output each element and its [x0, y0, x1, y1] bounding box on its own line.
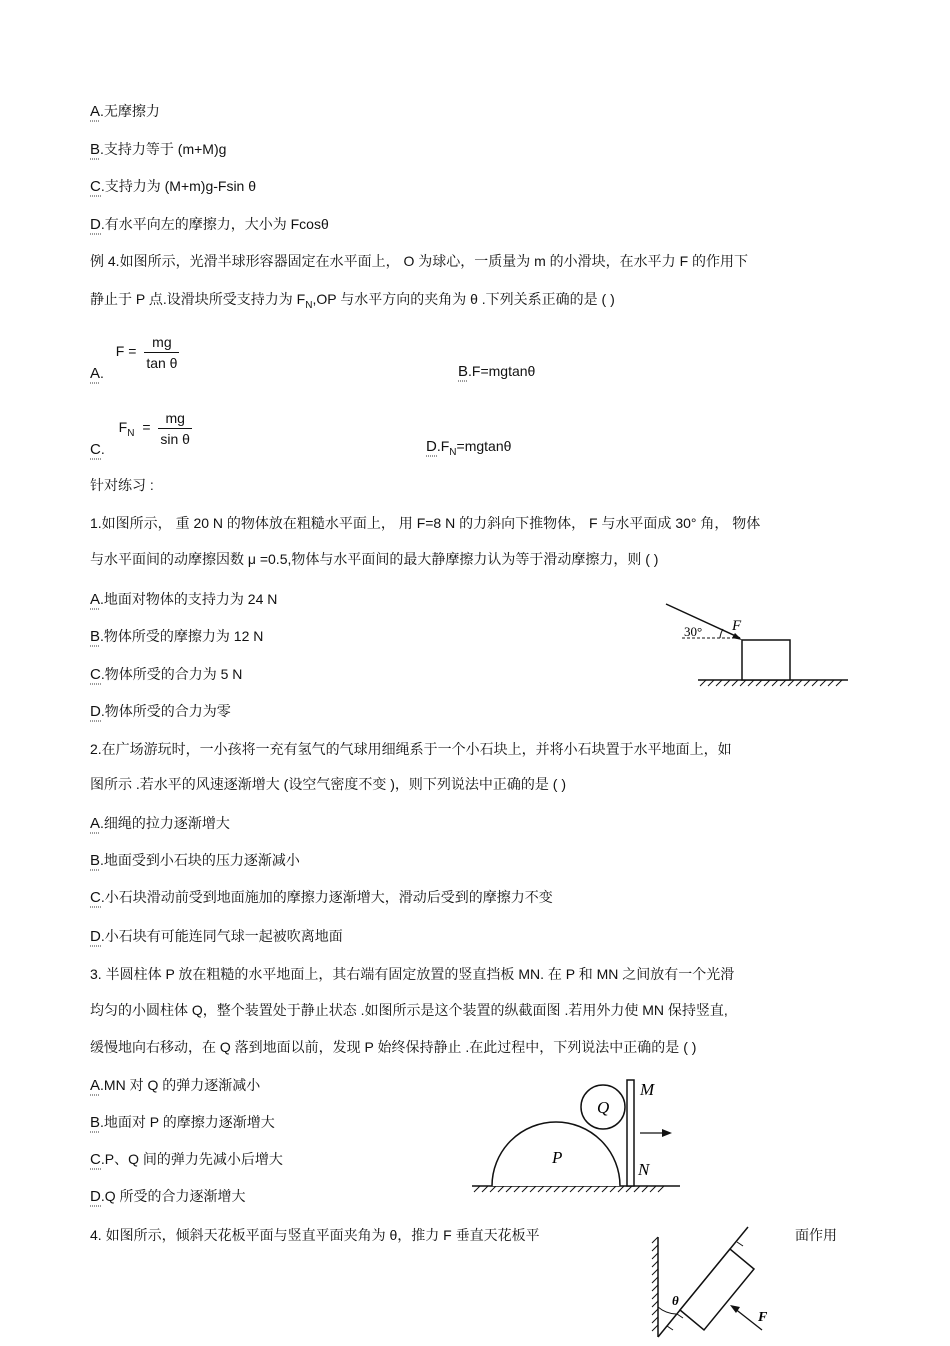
practice-heading: 针对练习 :	[90, 477, 154, 493]
q4-line1: 4. 如图所示，倾斜天花板平面与竖直平面夹角为 θ，推力 F 垂直天花板平	[90, 1227, 540, 1243]
q1-angle-label: 30°	[684, 624, 703, 639]
q3-line3: 缓慢地向右移动，在 Q 落到地面以前，发现 P 始终保持静止 .在此过程中，下列说法中正确的是 ( )	[90, 1039, 697, 1055]
q2-option-b: B.地面受到小石块的压力逐渐减小	[90, 852, 300, 869]
q4-theta-label: θ	[672, 1293, 679, 1308]
q3-option-b: B.地面对 P 的摩擦力逐渐增大	[90, 1114, 275, 1131]
q4-force-label: F	[758, 1310, 768, 1325]
example4-line1: 例 4.如图所示，光滑半球形容器固定在水平面上， O 为球心，一质量为 m 的小滑块，在水平力 F 的作用下	[90, 253, 749, 269]
q2-option-d: D.小石块有可能连同气球一起被吹离地面	[90, 928, 343, 945]
q1-line1: 1.如图所示， 重 20 N 的物体放在粗糙水平面上， 用 F=8 N 的力斜向下推物体， F 与水平面成 30° 角， 物体	[90, 515, 761, 531]
q3-line1: 3. 半圆柱体 P 放在粗糙的水平地面上，其右端有固定放置的竖直挡板 MN. 在 P 和 MN 之间放有一个光滑	[90, 966, 735, 982]
option-c: C.支持力为 (M+m)g-Fsin θ	[90, 178, 257, 195]
q3-option-c: C.P、Q 间的弹力先减小后增大	[90, 1151, 283, 1168]
example4-option-b: B.F=mgtanθ	[458, 363, 536, 380]
q3-label-q: Q	[597, 1098, 610, 1117]
q1-force-label: F	[732, 618, 742, 634]
q3-label-m: M	[640, 1080, 655, 1099]
option-a: A.无摩擦力	[90, 103, 160, 120]
q1-figure	[660, 600, 850, 690]
q3-label-n: N	[638, 1160, 650, 1179]
q2-line2: 图所示 .若水平的风速逐渐增大 (设空气密度不变 )，则下列说法中正确的是 ( )	[90, 776, 566, 792]
example4-option-c: C. $F_N$ = $\frac{mg}{\text{sin θ}}$	[90, 410, 190, 459]
q4-figure	[650, 1225, 780, 1340]
example4-option-a: A. F = $\frac{mg}{\text{tan θ}}$	[90, 334, 178, 383]
q2-option-a: A.细绳的拉力逐渐增大	[90, 815, 230, 832]
q1-option-b: B.物体所受的摩擦力为 12 N	[90, 628, 264, 645]
example4-line2: 静止于 P 点.设滑块所受支持力为 $F_N,OP$ 与水平方向的夹角为 θ .下列关系正确的是 ( )	[90, 291, 615, 311]
q3-figure	[470, 1075, 690, 1200]
q1-option-c: C.物体所受的合力为 5 N	[90, 666, 243, 683]
q3-option-d: D.Q 所受的合力逐渐增大	[90, 1188, 246, 1205]
option-d: D.有水平向左的摩擦力，大小为 Fcosθ	[90, 216, 329, 233]
q3-line2: 均匀的小圆柱体 Q，整个装置处于静止状态 .如图所示是这个装置的纵截面图 .若用外力使 MN 保持竖直,	[90, 1002, 728, 1018]
q1-option-a: A.地面对物体的支持力为 24 N	[90, 591, 278, 608]
q3-option-a: A.MN 对 Q 的弹力逐渐减小	[90, 1077, 261, 1094]
q2-option-c: C.小石块滑动前受到地面施加的摩擦力逐渐增大，滑动后受到的摩擦力不变	[90, 889, 553, 906]
q1-line2: 与水平面间的动摩擦因数 μ =0.5,物体与水平面间的最大静摩擦力认为等于滑动摩擦力，则 ( )	[90, 551, 659, 567]
q4-line1-tail: 面作用	[795, 1227, 837, 1243]
example4-option-d: $D.F_N=mgtan\theta$	[426, 438, 512, 458]
q2-line1: 2.在广场游玩时，一小孩将一充有氢气的气球用细绳系于一个小石块上，并将小石块置于水平地面上，如	[90, 741, 732, 757]
q3-label-p: P	[552, 1148, 563, 1167]
q1-option-d: D.物体所受的合力为零	[90, 703, 231, 720]
option-b: B.支持力等于 (m+M)g	[90, 141, 227, 158]
